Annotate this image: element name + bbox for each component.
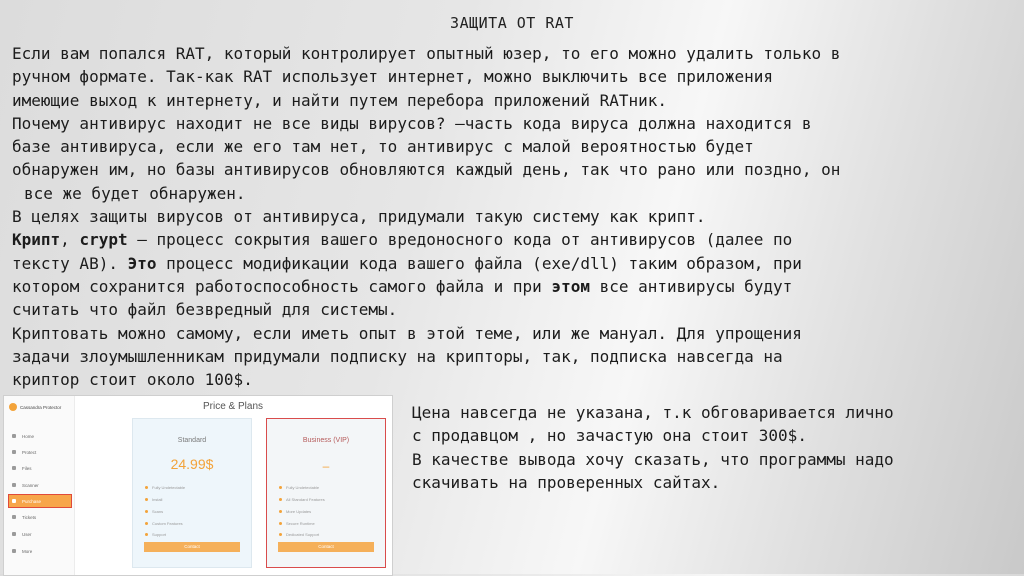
plan-card-standard bbox=[132, 418, 252, 568]
nav-label: Tickets bbox=[22, 514, 37, 520]
text-fragment: тексту АВ). bbox=[12, 253, 128, 273]
bullet-icon bbox=[145, 533, 148, 536]
text-line: базе антивируса, если же его там нет, то антивирус с малой вероятностью будет bbox=[12, 137, 754, 157]
nav-label: Protect bbox=[22, 449, 37, 455]
nav-item-purchase bbox=[8, 494, 72, 508]
text-line: имеющие выход к интернету, и найти путем перебора приложений RATник. bbox=[12, 90, 668, 110]
plan-card-vip bbox=[266, 418, 386, 568]
text-line: Криптовать можно самому, если иметь опыт в этой теме, или же мануал. Для упрощения bbox=[12, 323, 802, 343]
screenshot-sidebar bbox=[4, 396, 75, 575]
bullet-icon bbox=[145, 522, 148, 525]
text-fragment: — процесс сокрытия вашего вредоносного кода от антивирусов (далее по bbox=[127, 230, 793, 250]
bullet-icon bbox=[279, 533, 282, 536]
plan-feature bbox=[145, 509, 163, 514]
plan-feature bbox=[279, 509, 311, 514]
nav-item-tickets bbox=[4, 511, 74, 523]
bullet-icon bbox=[279, 498, 282, 501]
slide-title: ЗАЩИТА ОТ RAT bbox=[450, 14, 574, 32]
nav-item-protect bbox=[4, 446, 74, 458]
plan-feature bbox=[145, 532, 166, 537]
contact-button: Contact bbox=[144, 542, 240, 552]
nav-item-files bbox=[4, 462, 74, 474]
plan-price: – bbox=[322, 459, 330, 473]
plan-feature bbox=[279, 497, 325, 502]
text-fragment: процесс модификации кода вашего файла (exe/dll) таким образом, при bbox=[156, 253, 802, 273]
nav-item-user bbox=[4, 528, 74, 540]
logo-icon bbox=[9, 403, 17, 411]
bold-term: Это bbox=[127, 253, 157, 273]
nav-label: Purchase bbox=[22, 498, 42, 504]
feature-label: All Standard Features bbox=[286, 497, 325, 502]
plan-feature bbox=[279, 521, 315, 526]
feature-label: Install bbox=[152, 497, 163, 502]
nav-label: User bbox=[22, 531, 32, 537]
bullet-icon bbox=[145, 498, 148, 501]
plan-price: 24.99$ bbox=[170, 456, 214, 472]
bold-term: Крипт bbox=[12, 230, 61, 250]
text-fragment: котором сохранится работоспособность самого файла и при bbox=[12, 276, 552, 296]
pricing-screenshot bbox=[3, 395, 393, 576]
plan-feature bbox=[145, 497, 162, 502]
text-line: Цена навсегда не указана, т.к обговаривается лично bbox=[412, 403, 894, 422]
user-icon bbox=[12, 532, 16, 536]
ticket-icon bbox=[12, 515, 16, 519]
plan-name: Business (VIP) bbox=[302, 437, 350, 444]
text-line: ручном формате. Так-как RAT использует интернет, можно выключить все приложения bbox=[12, 67, 773, 87]
feature-label: More Updates bbox=[286, 509, 312, 514]
feature-label: Fully Undetectable bbox=[152, 485, 186, 490]
bullet-icon bbox=[279, 522, 282, 525]
nav-label: More bbox=[22, 548, 33, 554]
pricing-heading: Price & Plans bbox=[202, 401, 264, 412]
text-fragment: , bbox=[60, 230, 80, 250]
nav-item-home bbox=[4, 430, 74, 442]
shield-icon bbox=[12, 450, 16, 454]
text-line: задачи злоумышленникам придумали подписку на крипторы, так, подписка навсегда на bbox=[12, 346, 783, 366]
text-line: скачивать на проверенных сайтах. bbox=[412, 472, 721, 492]
text-line: Почему антивирус находит не все виды вирусов? –часть кода вируса должна находится в bbox=[12, 113, 812, 133]
plan-feature bbox=[145, 485, 185, 490]
home-icon bbox=[12, 434, 16, 438]
plan-feature bbox=[279, 485, 319, 490]
bold-term: этом bbox=[551, 276, 590, 296]
text-line: В целях защиты вирусов от антивируса, придумали такую систему как крипт. bbox=[12, 207, 706, 227]
text-line bbox=[12, 228, 1016, 251]
feature-label: Fully Undetectable bbox=[286, 485, 320, 490]
plan-feature bbox=[279, 532, 319, 537]
text-line: обнаружен им, но базы антивирусов обновляются каждый день, так что рано или поздно, он bbox=[12, 160, 841, 180]
text-line bbox=[12, 252, 1016, 275]
text-line: все же будет обнаружен. bbox=[24, 183, 246, 203]
feature-label: Secure Runtime bbox=[286, 521, 315, 526]
more-icon bbox=[12, 549, 16, 553]
text-line: криптор стоит около 100$. bbox=[12, 370, 253, 390]
bullet-icon bbox=[279, 486, 282, 489]
nav-label: Files bbox=[22, 465, 32, 471]
conclusion-text bbox=[412, 401, 1016, 494]
nav-item-more bbox=[4, 545, 74, 557]
cart-icon bbox=[12, 499, 16, 503]
main-text bbox=[12, 42, 1016, 391]
feature-label: Scans bbox=[152, 509, 164, 514]
logo-text: Cassandra Protector bbox=[20, 404, 62, 410]
text-line: считать что файл безвредный для системы. bbox=[12, 300, 398, 320]
plan-feature bbox=[145, 521, 183, 526]
feature-label: Support bbox=[152, 532, 167, 537]
bullet-icon bbox=[279, 510, 282, 513]
text-line: В качестве вывода хочу сказать, что программы надо bbox=[412, 449, 894, 469]
scan-icon bbox=[12, 483, 16, 487]
nav-item-scanner bbox=[4, 479, 74, 491]
feature-label: Custom Features bbox=[152, 521, 183, 526]
text-line: с продавцом , но зачастую она стоит 300$. bbox=[412, 426, 807, 446]
nav-label: Scanner bbox=[22, 482, 39, 488]
text-fragment: все антивирусы будут bbox=[589, 276, 793, 296]
bold-term: crypt bbox=[79, 230, 128, 250]
nav-label: Home bbox=[22, 433, 35, 439]
text-line bbox=[12, 275, 1016, 298]
screenshot-logo bbox=[9, 403, 61, 411]
feature-label: Dedicated Support bbox=[286, 532, 320, 537]
bullet-icon bbox=[145, 486, 148, 489]
text-line: Если вам попался RAT, который контролирует опытный юзер, то его можно удалить только в bbox=[12, 44, 841, 63]
file-icon bbox=[12, 466, 16, 470]
plan-name: Standard bbox=[177, 437, 207, 444]
contact-button: Contact bbox=[278, 542, 374, 552]
bullet-icon bbox=[145, 510, 148, 513]
